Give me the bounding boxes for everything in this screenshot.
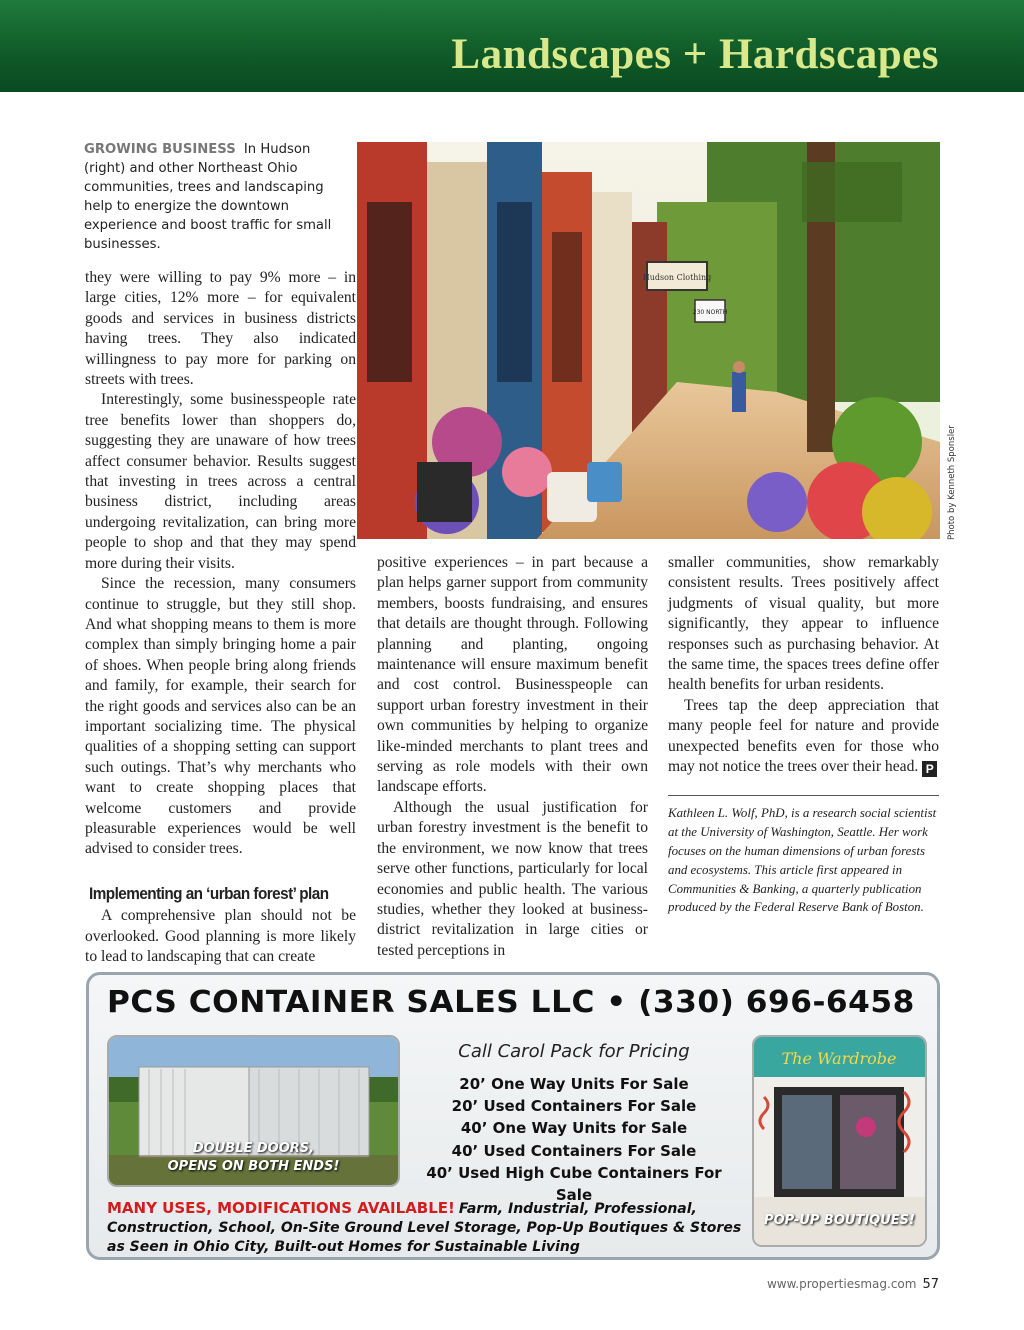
hudson-clothing-sign: Hudson Clothing — [642, 273, 712, 282]
photo-credit: Photo by Kenneth Sponsler — [947, 425, 957, 540]
article-subheading: Implementing an ‘urban forest’ plan — [89, 883, 329, 903]
ad-units-list — [419, 1073, 729, 1206]
footer-url[interactable]: www.propertiesmag.com — [766, 1277, 917, 1291]
ad-unit-item: 40’ Used High Cube Containers For Sale — [426, 1163, 722, 1205]
photo-caption — [84, 140, 350, 254]
ad-unit-item: 20’ Used Containers For Sale — [451, 1097, 697, 1116]
container-photo — [107, 1035, 400, 1187]
section-header-banner — [0, 0, 1024, 92]
hudson-street-photo — [357, 142, 940, 539]
ad-uses-lead: MANY USES, MODIFICATIONS AVAILABLE! — [107, 1199, 455, 1217]
article-paragraph: Although the usual justification for urban forestry investment is the benefit to the environment, we now know that trees serve other functions, particularly for local economies and public health. The various studies, whether they looked at business-district revitalization in large cities or tested perceptions in — [377, 798, 648, 959]
end-mark-icon: P — [922, 761, 937, 777]
caption-lead: GROWING BUSINESS — [84, 142, 236, 157]
article-paragraph: Since the recession, many consumers continue to struggle, but they still shop. And what shopping means to them is more complex than simply bringing home a pair of shoes. When people bring along friends and family, for example, their search for the right goods and services also can be an important socializing time. The physical qualities of a shopping setting can support such outings. That’s why merchants who want to create shopping places that welcome customers and provide pleasurable experiences would be well advised to consider trees. — [85, 575, 356, 858]
article-final-text: Trees tap the deep appreciation that many people feel for nature and provide unexpected benefits even for those who may not notice the trees over their head. — [668, 696, 939, 776]
article-column-1 — [85, 268, 356, 967]
ad-unit-item: 40’ One Way Units for Sale — [460, 1119, 688, 1138]
page-number: 57 — [922, 1277, 939, 1292]
article-paragraph: A comprehensive plan should not be overlooked. Good planning is more likely to lead to landscaping that can create — [85, 907, 356, 965]
article-paragraph — [668, 696, 939, 778]
230-north-sign: 230 NORTH — [692, 309, 728, 316]
bio-divider — [668, 795, 939, 796]
author-bio: Kathleen L. Wolf, PhD, is a research social scientist at the University of Washington, Seattle. Her work focuses on the human dimensions of urban forests and ecosystems. This article first appeared in Communities & Banking, a quarterly publication produced by the Federal Reserve Bank of Boston. — [668, 806, 937, 915]
ad-uses-body: Farm, Industrial, Professional, Construction, School, On-Site Ground Level Storage, Pop-Up Boutiques & Stores as Seen in Ohio City, Built-out Homes for Sustainable Living — [107, 1201, 742, 1255]
ad-call-line: Call Carol Pack for Pricing — [458, 1041, 690, 1062]
article-column-3 — [668, 553, 939, 917]
article-column-2 — [377, 553, 648, 961]
boutique-photo — [752, 1035, 927, 1247]
section-title: Landscapes + Hardscapes — [451, 31, 939, 78]
page-footer — [767, 1277, 939, 1292]
ad-unit-item: 20’ One Way Units For Sale — [459, 1075, 689, 1093]
ad-uses-text — [107, 1199, 747, 1257]
pcs-container-sales-ad — [86, 972, 940, 1260]
article-paragraph: they were willing to pay 9% more – in large cities, 12% more – for equivalent goods and services in business districts having trees. They also indicated willingness to pay more for parking on streets with trees. — [85, 269, 356, 389]
container-label-2: OPENS ON BOTH ENDS! — [167, 1159, 340, 1174]
container-label-1: DOUBLE DOORS, — [192, 1141, 315, 1156]
ad-title: PCS CONTAINER SALES LLC • (330) 696-6458 — [107, 985, 915, 1020]
article-paragraph: positive experiences – in part because a plan helps garner support from community members, boosts fundraising, and ensures that details are thought through. Following planning and planting, ongoing maintenance will ensure maximum benefit and cost control. Businesspeople can support urban forestry investment in their own communities by helping to organize like-minded merchants to plant trees and serving as role models with their own landscape efforts. — [377, 554, 648, 796]
boutique-label: POP-UP BOUTIQUES! — [764, 1213, 915, 1228]
ad-unit-item: 40’ Used Containers For Sale — [451, 1141, 697, 1160]
article-paragraph: Interestingly, some businesspeople rate tree benefits lower than shoppers do, suggesting they are unaware of how trees affect consumer behavior. Results suggest that investing in trees across a central business district, including areas undergoing revitalization, can bring more people to shop and that they may spend more during their visits. — [85, 391, 356, 572]
wardrobe-sign: The Wardrobe — [781, 1049, 897, 1068]
article-paragraph: smaller communities, show remarkably consistent results. Trees positively affect judgments of visual quality, but more significantly, they appear to influence responses such as purchasing behavior. At the same time, the spaces trees define offer health benefits for urban residents. — [668, 554, 939, 694]
caption-text: In Hudson (right) and other Northeast Ohio communities, trees and landscaping help to energize the downtown experience and boost traffic for small businesses. — [84, 142, 332, 252]
